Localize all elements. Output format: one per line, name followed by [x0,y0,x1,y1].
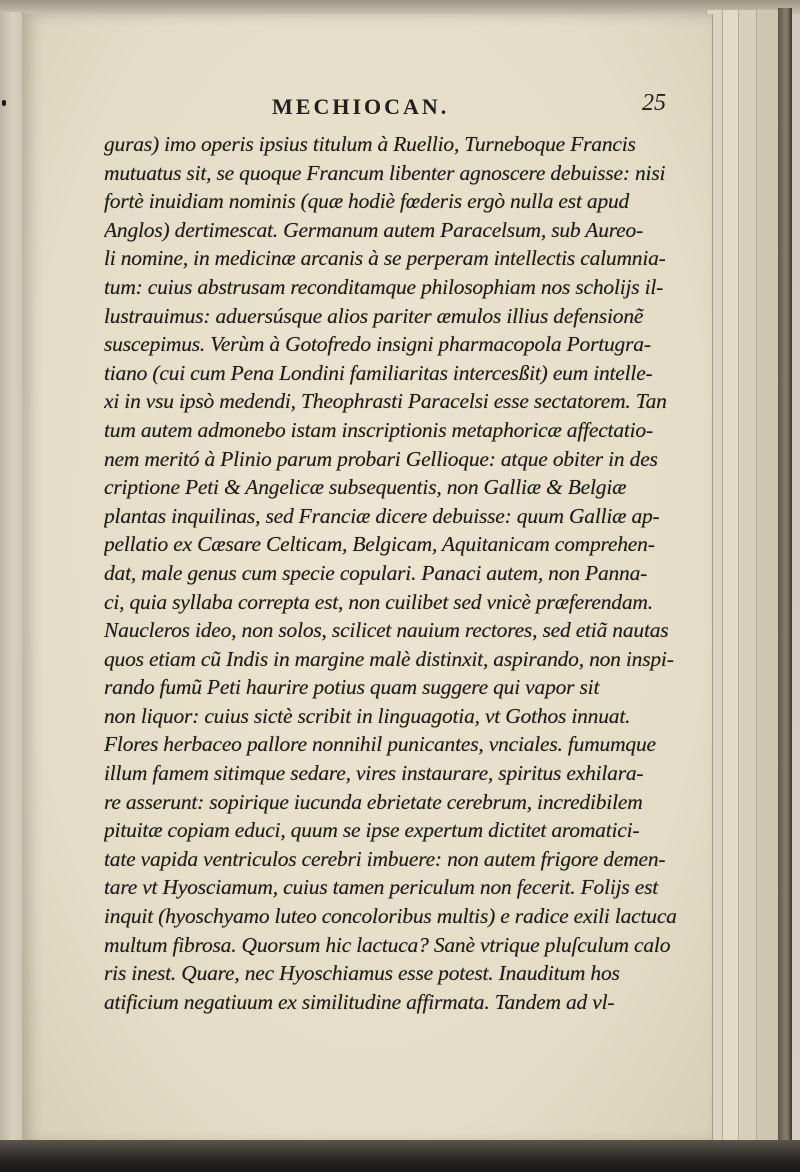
bottom-shadow [0,1140,800,1172]
text-line: nem meritó à Plinio parum probari Gellioque: atque obiter in des [104,446,658,471]
text-line: pituitæ copiam educi, quum se ipse expertum dictitet aromatici- [104,818,640,843]
text-line: ci, quia syllaba correpta est, non cuilibet sed vnicè præferendam. [104,589,653,614]
running-head: MECHIOCAN. [272,94,450,119]
text-line: criptione Peti & Angelicæ subsequentis, non Galliæ & Belgiæ [104,475,627,500]
text-line: Naucleros ideo, non solos, scilicet nauium rectores, sed etiã nautas [104,618,669,643]
top-shadow [0,0,800,14]
text-line: plantas inquilinas, sed Franciæ dicere debuisse: quum Galliæ ap- [104,503,660,528]
text-line: tum: cuius abstrusam reconditamque philosophiam nos scholijs il- [104,274,664,299]
book-page [22,14,713,1144]
body-text [104,130,700,1016]
text-line: ris inest. Quare, nec Hyoschiamus esse potest. Inauditum hos [104,961,620,986]
text-line: xi in vsu ipsò medendi, Theophrasti Paracelsi esse sectatorem. Tan [104,389,667,414]
left-page-edge [0,12,23,1152]
text-line: Flores herbaceo pallore nonnihil punicantes, vnciales. fumumque [104,732,656,757]
text-line: dat, male genus cum specie copulari. Panaci autem, non Panna- [104,560,648,585]
text-line: multum fibrosa. Quorsum hic lactuca? Sanè vtrique pluſculum calo [104,932,671,957]
margin-mark [2,100,6,106]
text-line: suscepimus. Verùm à Gotofredo insigni pharmacopola Portugra- [104,332,651,357]
text-line: guras) imo operis ipsius titulum à Ruellio, Turneboque Francis [104,132,636,156]
text-line: lustrauimus: aduersúsque alios pariter æmulos illius defensionẽ [104,303,644,328]
text-line: fortè inuidiam nominis (quæ hodiè fœderis ergò nulla est apud [104,189,630,214]
text-line: li nomine, in medicinæ arcanis à se perperam intellectis calumnia- [104,246,666,271]
text-line: tare vt Hyosciamum, cuius tamen periculum non fecerit. Folijs est [104,875,659,900]
text-line: quos etiam cũ Indis in margine malè distinxit, aspirando, non inspi- [104,646,674,671]
page-number: 25 [642,90,666,116]
text-line: re asserunt: sopirique iucunda ebrietate cerebrum, incredibilem [104,789,643,814]
text-line: tum autem admonebo istam inscriptionis metaphoricæ affectatio- [104,417,653,442]
text-line: rando fumũ Peti haurire potius quam suggere qui vapor sit [104,675,600,700]
cover-edge [778,8,792,1150]
text-line: pellatio ex Cæsare Celticam, Belgicam, Aquitanicam comprehen- [104,532,655,557]
text-line: tiano (cui cum Pena Londini familiaritas intercesßit) eum intelle- [104,360,653,385]
text-line: inquit (hyoschyamo luteo concoloribus multis) e radice exili lactuca [104,904,677,929]
text-line: mutuatus sit, se quoque Francum libenter agnoscere debuisse: nisi [104,160,666,185]
text-line: atificium negatiuum ex similitudine affirmata. Tandem ad vl- [104,989,615,1014]
text-line: illum famem sitimque sedare, vires instaurare, spiritus exhilara- [104,761,644,786]
text-line: Anglos) dertimescat. Germanum autem Paracelsum, sub Aureo- [104,217,643,242]
page-header [22,90,712,124]
text-line: non liquor: cuius sictè scribit in linguagotia, vt Gothos innuat. [104,703,631,728]
text-line: tate vapida ventriculos cerebri imbuere: non autem frigore demen- [104,846,666,871]
